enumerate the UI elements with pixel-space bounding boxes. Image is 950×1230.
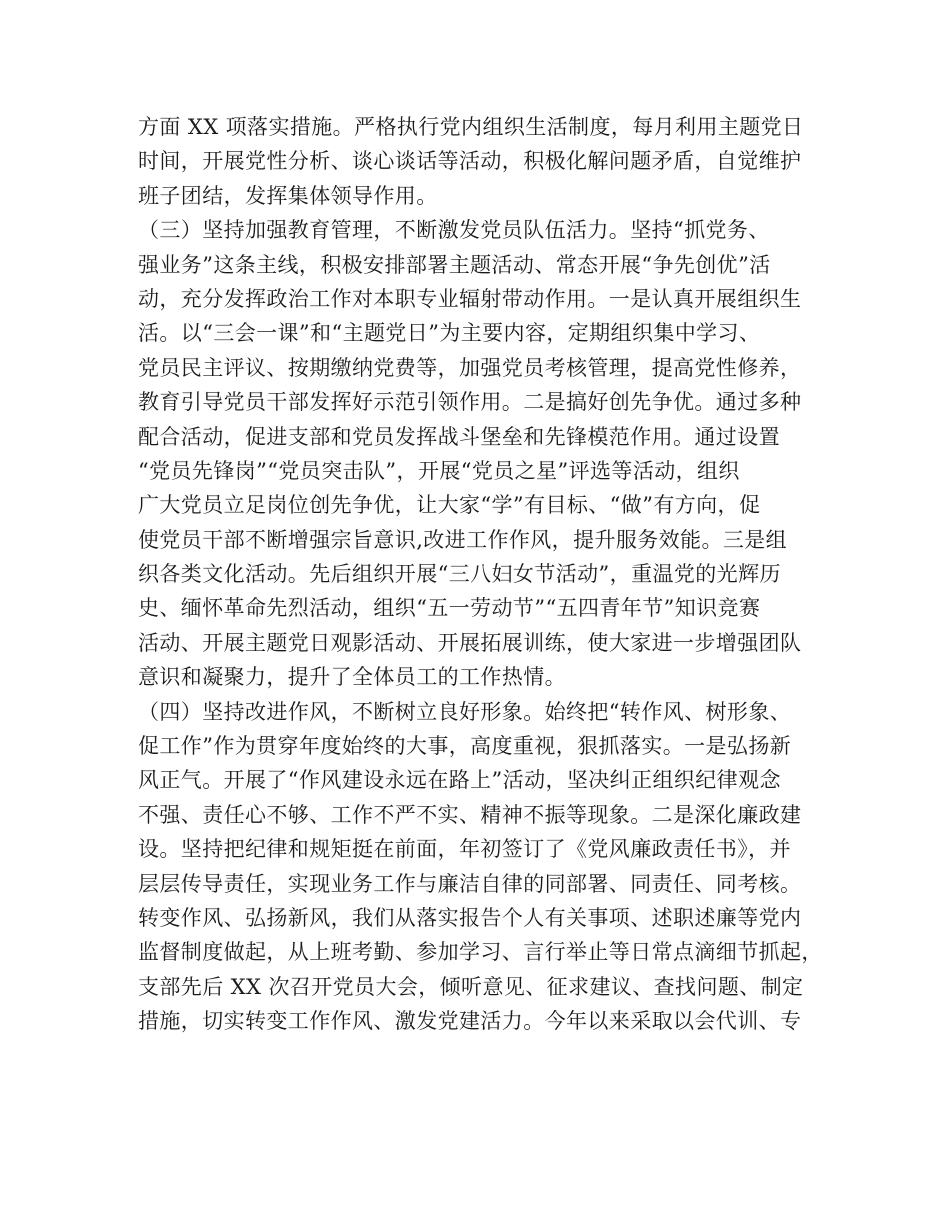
text-line: 织各类文化活动。先后组织开展“三八妇女节活动”，重温党的光辉历: [138, 562, 781, 587]
section-heading-line: （三）坚持加强教育管理，不断激发党员队伍活力。坚持“抓党务、: [138, 218, 770, 243]
text-line: 使党员干部不断增强宗旨意识,改进工作作风，提升服务效能。三是组: [138, 527, 788, 552]
text-line: 活动、开展主题党日观影活动、开展拓展训练，使大家进一步增强团队: [138, 630, 802, 655]
text-line: 时间，开展党性分析、谈心谈话等活动，积极化解问题矛盾，自觉维护: [138, 149, 802, 174]
text-line: 广大党员立足岗位创先争优，让大家“学”有目标、“做”有方向，促: [138, 493, 761, 518]
text-line: “党员先锋岗”“党员突击队”，开展“党员之星”评选等活动，组织: [138, 458, 740, 483]
text-line: 意识和凝聚力，提升了全体员工的工作热情。: [138, 665, 566, 690]
text-line: 不强、责任心不够、工作不严不实、精神不振等现象。二是深化廉政建: [138, 802, 802, 827]
text-line: 动，充分发挥政治工作对本职专业辐射带动作用。一是认真开展组织生: [138, 286, 802, 311]
text-line: 史、缅怀革命先烈活动，组织“五一劳动节”“五四青年节”知识竞赛: [138, 596, 761, 621]
text-line: 层层传导责任，实现业务工作与廉洁自律的同部署、同责任、同考核。: [138, 871, 802, 896]
text-line: 监督制度做起，从上班考勤、参加学习、言行举止等日常点滴细节抓起，: [138, 940, 823, 965]
text-line: 方面 XX 项落实措施。严格执行党内组织生活制度，每月利用主题党日: [138, 115, 804, 139]
text-line: 促工作”作为贯穿年度始终的大事，高度重视，狠抓落实。一是弘扬新: [138, 734, 792, 759]
section-heading-line: （四）坚持改进作风，不断树立良好形象。始终把“转作风、树形象、: [138, 699, 792, 724]
text-line: 强业务”这条主线，积极安排部署主题活动、常态开展“争先创优”活: [138, 252, 771, 277]
text-line: 配合活动，促进支部和党员发挥战斗堡垒和先锋模范作用。通过设置: [138, 424, 780, 449]
text-line: 活。以“三会一课”和“主题党日”为主要内容，定期组织集中学习、: [138, 321, 761, 346]
text-line: 支部先后 XX 次召开党员大会，倾听意见、征求建议、查找问题、制定: [138, 974, 804, 999]
text-line: 班子团结，发挥集体领导作用。: [138, 183, 438, 208]
text-line: 风正气。开展了“作风建设永远在路上”活动，坚决纠正组织纪律观念: [138, 768, 781, 793]
text-line: 设。坚持把纪律和规矩挺在前面，年初签订了《党风廉政责任书》，并: [138, 837, 791, 862]
text-line: 教育引导党员干部发挥好示范引领作用。二是搞好创先争优。通过多种: [138, 390, 802, 415]
body-text: [138, 110, 828, 1039]
text-line: 党员民主评议、按期缴纳党费等，加强党员考核管理，提高党性修养，: [138, 355, 802, 380]
text-line: 措施，切实转变工作作风、激发党建活力。今年以来采取以会代训、专: [138, 1009, 802, 1034]
text-line: 转变作风、弘扬新风，我们从落实报告个人有关事项、述职述廉等党内: [138, 905, 802, 930]
